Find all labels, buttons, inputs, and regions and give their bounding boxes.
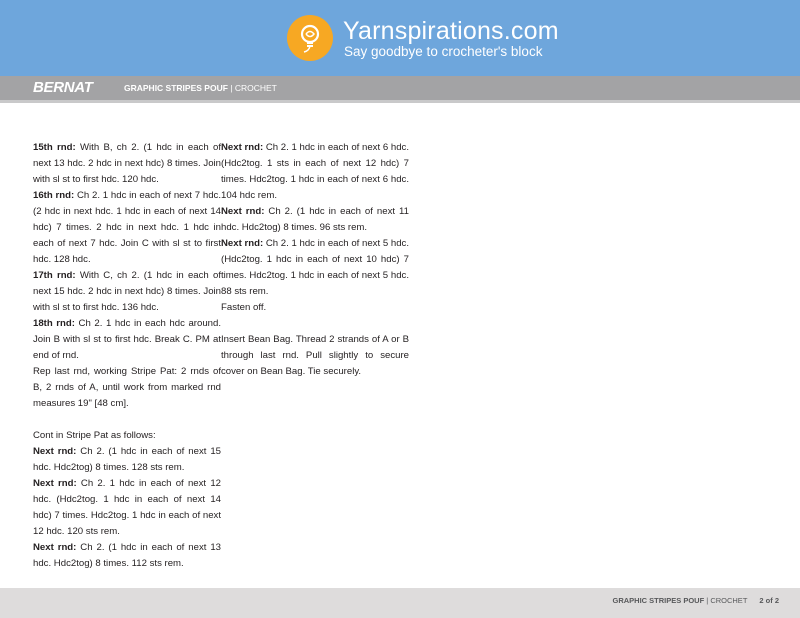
round-label: 17th rnd: [33,270,76,281]
site-title[interactable]: Yarnspirations.com [343,17,559,45]
instruction-paragraph [33,444,221,476]
round-label: Next rnd: [33,446,77,457]
round-text: Ch 2. (1 hdc in each of next 13 hdc. Hdc2tog) 8 times. 112 sts rem. [33,542,221,569]
round-label: 18th rnd: [33,318,75,329]
instructions-left-column [33,140,221,572]
footer-separator: | [704,596,711,605]
instruction-paragraph [33,428,221,444]
round-text: Cont in Stripe Pat as follows: [33,430,156,441]
round-text: Ch 2. 1 hdc in each of next 12 hdc. (Hdc2tog. 1 hdc in each of next 14 hdc) 7 times. Hdc2tog. 1 hdc in each of next 12 hdc. 120 sts rem. [33,478,221,537]
round-text: Ch 2. 1 hdc in each of next 6 hdc. (Hdc2tog. 1 sts in each of next 12 hdc) 7 times. Hdc2tog. 1 hdc in each of next 6 hdc. 104 hdc rem. [221,142,409,201]
paragraph-gap [33,412,221,428]
footer-label [613,596,780,605]
instruction-paragraph [221,332,409,380]
instruction-paragraph [33,188,221,268]
round-text: Ch 2. 1 hdc in each of next 5 hdc. (Hdc2tog. 1 hdc in each of next 10 hdc) 7 times. Hdc2tog. 1 hdc in each of next 5 hdc. 88 sts rem. [221,238,409,297]
round-label: Next rnd: [33,478,77,489]
lightbulb-logo-icon[interactable] [287,15,333,61]
site-tagline: Say goodbye to crocheter's block [344,44,543,59]
bernat-logo: BERNAT [33,79,93,96]
page-number: 2 of 2 [759,596,779,605]
round-label: 15th rnd: [33,142,76,153]
round-label: Next rnd: [221,206,265,217]
footer-category: CROCHET [710,596,748,605]
paragraph-gap [221,316,409,332]
pattern-title: GRAPHIC STRIPES POUF [124,83,228,93]
pattern-category: CROCHET [234,83,277,93]
instruction-paragraph [221,300,409,316]
round-text: Insert Bean Bag. Thread 2 strands of A or B through last rnd. Pull slightly to secure cover on Bean Bag. Tie securely. [221,334,409,377]
instruction-paragraph [221,140,409,204]
site-header [0,0,800,76]
instruction-paragraph [33,476,221,540]
round-label: Next rnd: [33,542,77,553]
round-text: Rep last rnd, working Stripe Pat: 2 rnds of B, 2 rnds of A, until work from marked rnd measures 19" [48 cm]. [33,366,221,409]
footer-pattern-title: GRAPHIC STRIPES POUF [612,596,705,605]
round-label: 16th rnd: [33,190,75,201]
round-text: Ch 2. 1 hdc in each hdc around. Join B with sl st to first hdc. Break C. PM at end of rnd. [33,318,221,361]
round-text: Ch 2. (1 hdc in each of next 15 hdc. Hdc2tog) 8 times. 128 sts rem. [33,446,221,473]
round-text: With C, ch 2. (1 hdc in each of next 15 hdc. 2 hdc in next hdc) 8 times. Join with sl st to first hdc. 136 hdc. [33,270,221,313]
pattern-header-title [124,83,277,93]
round-label: Next rnd: [221,238,264,249]
instruction-paragraph [221,236,409,300]
instruction-paragraph [33,268,221,316]
instruction-paragraph [33,540,221,572]
instruction-paragraph [33,316,221,364]
round-text: With B, ch 2. (1 hdc in each of next 13 hdc. 2 hdc in next hdc) 8 times. Join with sl st to first hdc. 120 hdc. [33,142,221,185]
round-text: Ch 2. 1 hdc in each of next 7 hdc. (2 hdc in next hdc. 1 hdc in each of next 14 hdc) 7 times. 2 hdc in next hdc. 1 hdc in each of next 7 hdc. Join C with sl st to first hdc. 128 hdc. [33,190,221,265]
round-text: Ch 2. (1 hdc in each of next 11 hdc. Hdc2tog) 8 times. 96 sts rem. [221,206,409,233]
instruction-paragraph [33,140,221,188]
brand-bar-divider [0,100,800,103]
brand-bar [0,76,800,100]
instruction-paragraph [33,364,221,412]
round-text: Fasten off. [221,302,267,313]
title-separator: | [227,83,235,93]
instruction-paragraph [221,204,409,236]
round-label: Next rnd: [221,142,264,153]
instructions-right-column [221,140,409,380]
